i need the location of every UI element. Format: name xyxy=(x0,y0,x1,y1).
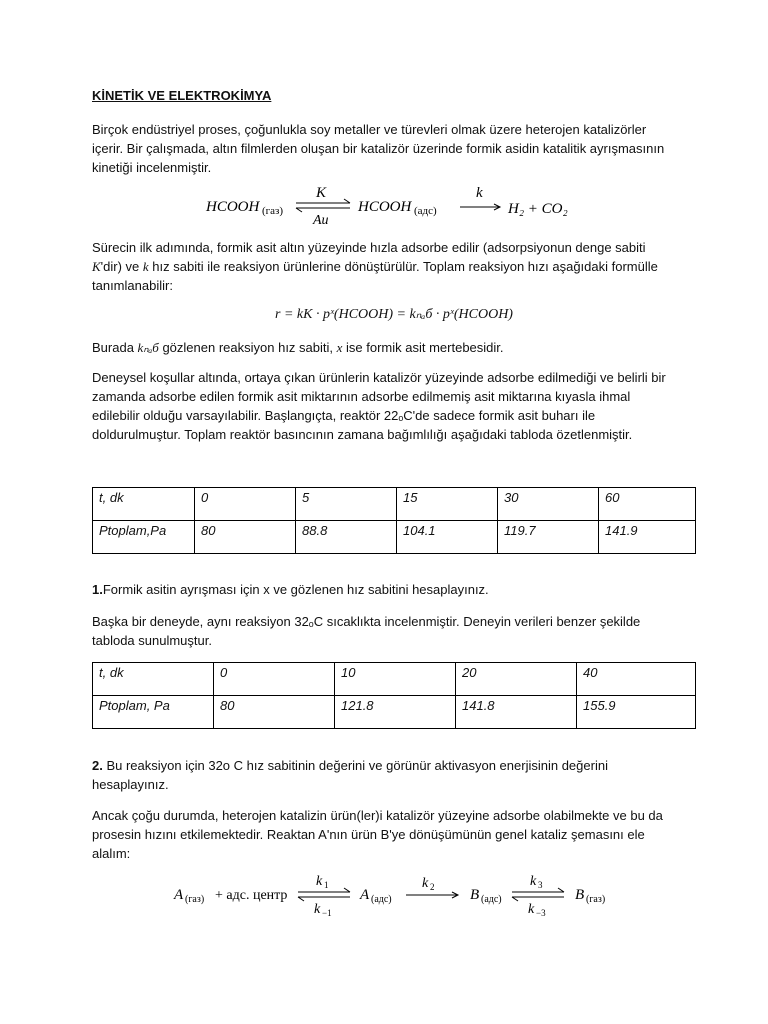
experiment-line: tabloda sunulmuştur. xyxy=(92,633,212,648)
hetero-line: prosesin hızını etkilemektedir. Reaktan A'nın ürün B'ye dönüşümünün genel kataliz şemasını ele xyxy=(92,827,645,842)
k2-subscript: 2 xyxy=(430,882,435,892)
scheme1-adsorbed: HCOOH xyxy=(358,199,412,215)
table-row xyxy=(93,521,696,554)
page-title: KİNETİK VE ELEKTROKİMYA xyxy=(92,88,272,103)
table-cell: 121.8 xyxy=(335,696,456,729)
conditions-line: Deneysel koşullar altında, ortaya çıkan ürünlerin katalizör yüzeyinde adsorbe edilmediği ve belirli bir xyxy=(92,370,666,385)
text-fragment: gözlenen reaksiyon hız sabiti, xyxy=(158,340,337,355)
step-line: tanımlanabilir: xyxy=(92,278,173,293)
eq-arrow-3-backward-head xyxy=(512,897,518,901)
text-fragment: ise formik asit mertebesidir. xyxy=(342,340,504,355)
step-text-fragment: 'dir) ve xyxy=(100,259,143,274)
question-1 xyxy=(92,580,696,599)
burada-paragraph xyxy=(92,338,696,357)
eq-arrow-backward-head xyxy=(296,208,302,212)
table-cell: 30 xyxy=(498,488,599,521)
table-cell: 40 xyxy=(577,663,696,696)
pressure-table-22C xyxy=(92,487,696,554)
table-cell: 104.1 xyxy=(397,521,498,554)
eq-arrow-3-forward-head xyxy=(558,888,564,892)
k2-label: k xyxy=(422,876,429,891)
question-text: Bu reaksiyon için 32o C hız sabitinin değerini ve görünür aktivasyon enerjisinin değerini xyxy=(102,758,608,773)
table-cell: Ptoplam, Pa xyxy=(93,696,214,729)
table-cell: 141.8 xyxy=(456,696,577,729)
step-line xyxy=(92,257,696,276)
intro-line: kinetiği incelenmiştir. xyxy=(92,160,212,175)
step-text-fragment: hız sabiti ile reaksiyon ürünlerine dönüştürülür. Toplam reaksiyon hızı aşağıdaki formülle xyxy=(148,259,658,274)
B-gas-phase: (газ) xyxy=(586,894,606,905)
k3-label: k xyxy=(530,874,537,889)
scheme1-Au-label: Au xyxy=(313,213,329,228)
data-table xyxy=(92,487,696,554)
table-cell: t, dk xyxy=(93,663,214,696)
scheme1-K-label: K xyxy=(316,185,327,201)
k-1-label: k xyxy=(314,902,321,917)
eq-arrow-1-forward-head xyxy=(344,888,350,892)
adsorption-site: + адс. центр xyxy=(215,888,288,903)
k3-subscript: 3 xyxy=(538,880,543,890)
hetero-line: Ancak çoğu durumda, heterojen katalizin ürün(ler)i katalizör yüzeyine adsorbe olabilmekte ve bu da xyxy=(92,808,663,823)
rate-equation: r = kK · pˣ(HCOOH) = kₙₐб · pˣ(HCOOH) xyxy=(275,307,513,322)
table-row xyxy=(93,663,696,696)
question-text: Formik asitin ayrışması için x ve gözlenen hız sabitini hesaplayınız. xyxy=(102,582,489,597)
table-cell: 155.9 xyxy=(577,696,696,729)
scheme1-k-label: k xyxy=(476,185,483,201)
intro-line: içerir. Bir çalışmada, altın filmlerden oluşan bir katalizör üzerinde formik asidin katalitik ayrışmasının xyxy=(92,141,665,156)
question-line: hesaplayınız. xyxy=(92,777,169,792)
table-cell: 20 xyxy=(456,663,577,696)
table-cell: 80 xyxy=(214,696,335,729)
eq-arrow-forward-head xyxy=(344,199,350,203)
table-cell: t, dk xyxy=(93,488,195,521)
table-cell: 15 xyxy=(397,488,498,521)
intro-line: Birçok endüstriyel proses, çoğunlukla soy metaller ve türevleri olmak üzere heterojen katalizörler xyxy=(92,122,647,137)
k1-label: k xyxy=(316,874,323,889)
experiment-line: Başka bir deneyde, aynı reaksiyon 32ₒC sıcaklıkta incelenmiştir. Deneyin verileri benzer şekilde xyxy=(92,614,641,629)
table-cell: 60 xyxy=(599,488,696,521)
step-line: Sürecin ilk adımında, formik asit altın yüzeyinde hızla adsorbe edilir (adsorpsiyonun denge sabiti xyxy=(92,240,646,255)
k-3-label: k xyxy=(528,902,535,917)
reaction-scheme-1 xyxy=(192,180,612,230)
conditions-line: edilebilir olduğu varsayılabilir. Başlangıçta, reaktör 22ₒC'de sadece formik asit buharı ile xyxy=(92,408,596,423)
k-1-subscript: −1 xyxy=(322,908,332,918)
heterogeneous-paragraph xyxy=(92,806,696,863)
scheme1-reactant-phase: (газ) xyxy=(262,205,284,217)
table-row xyxy=(93,488,696,521)
step-paragraph xyxy=(92,238,696,295)
A-ads-phase: (адс) xyxy=(371,894,392,905)
conditions-line: doldurulmuştur. Toplam reaktör basıncının zamana bağımlılığı aşağıdaki tabloda özetlenmiştir. xyxy=(92,427,633,442)
table-cell: 88.8 xyxy=(296,521,397,554)
K-symbol: K xyxy=(92,259,101,274)
scheme1-adsorbed-phase: (адс) xyxy=(414,205,437,217)
B-ads-phase: (адс) xyxy=(481,894,502,905)
table-cell: Ptoplam,Pa xyxy=(93,521,195,554)
text-fragment: Burada xyxy=(92,340,138,355)
A-gas-phase: (газ) xyxy=(185,894,205,905)
question-line xyxy=(92,580,696,599)
table-cell: 119.7 xyxy=(498,521,599,554)
B-ads: B xyxy=(470,887,480,903)
x-symbol: x xyxy=(336,340,343,355)
k1-subscript: 1 xyxy=(324,880,329,890)
k-obs-symbol: kₙₐб xyxy=(137,340,159,355)
scheme1-products: H₂ + CO₂ xyxy=(508,201,568,217)
question-number: 2. xyxy=(92,758,103,773)
table-cell: 80 xyxy=(195,521,296,554)
k-3-subscript: −3 xyxy=(536,908,546,918)
eq-arrow-1-backward-head xyxy=(298,897,304,901)
table-cell: 0 xyxy=(195,488,296,521)
table-cell: 10 xyxy=(335,663,456,696)
burada-line xyxy=(92,338,696,357)
question-2 xyxy=(92,756,696,794)
table-cell: 5 xyxy=(296,488,397,521)
scheme1-reactant: HCOOH xyxy=(206,199,260,215)
hetero-line: alalım: xyxy=(92,846,131,861)
conditions-line: zamanda adsorbe edilen formik asit miktarının adsorbe edilmemiş asit miktarına kıyasla ihmal xyxy=(92,389,631,404)
table-row xyxy=(93,696,696,729)
intro-paragraph xyxy=(92,120,696,177)
conditions-paragraph xyxy=(92,368,696,444)
table-cell: 141.9 xyxy=(599,521,696,554)
A-gas: A xyxy=(174,887,184,903)
data-table xyxy=(92,662,696,729)
pressure-table-32C xyxy=(92,662,696,729)
table-cell: 0 xyxy=(214,663,335,696)
question-line xyxy=(92,756,696,775)
question-number: 1. xyxy=(92,582,103,597)
experiment-2-paragraph xyxy=(92,612,696,650)
A-ads: A xyxy=(360,887,370,903)
B-gas: B xyxy=(575,887,585,903)
k-symbol: k xyxy=(142,259,149,274)
reaction-scheme-2 xyxy=(170,868,630,924)
